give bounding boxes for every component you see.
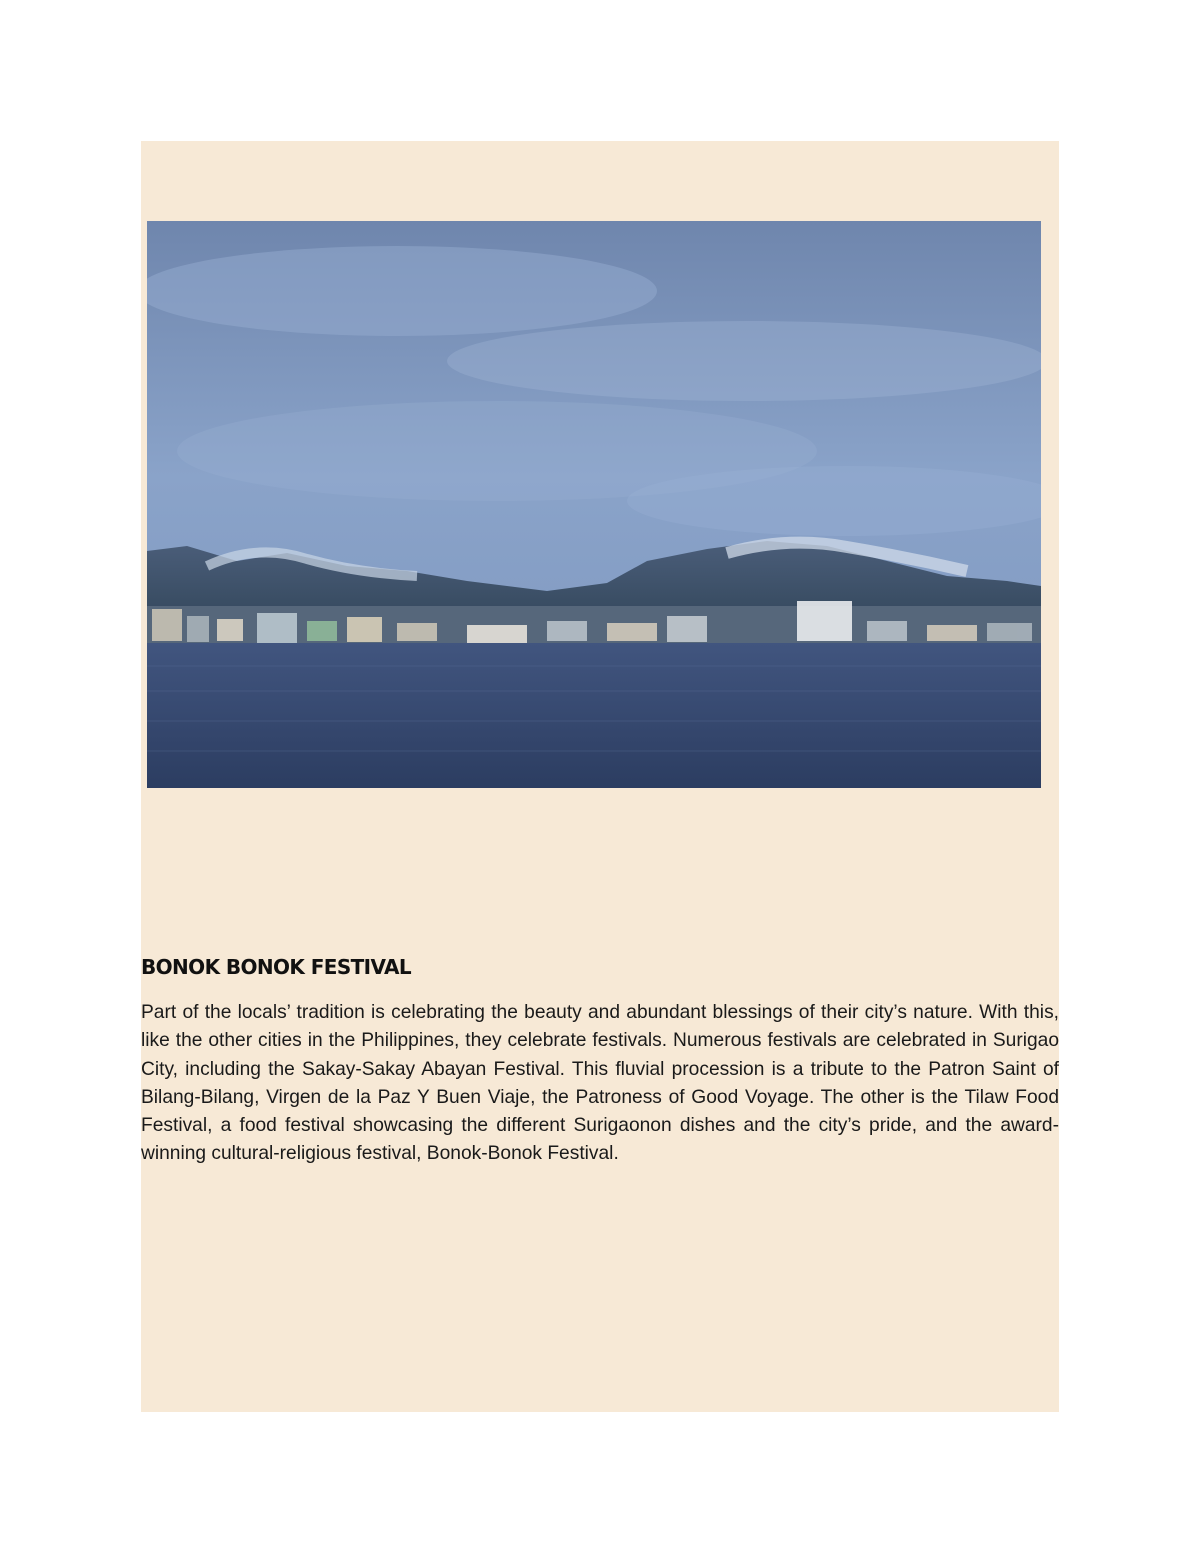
coastal-city-photo [147,221,1041,788]
section-heading: BONOK BONOK FESTIVAL [141,955,412,979]
section-paragraph: Part of the locals’ tradition is celebrating the beauty and abundant blessings of their city’s nature. With this, like the other cities in the Philippines, they celebrate festivals. Numerous festivals are celebrated in Surigao City, including the Sakay-Sakay Abayan Festival. This fluvial procession is a tribute to the Patron Saint of Bilang-Bilang, Virgen de la Paz Y Buen Viaje, the Patroness of Good Voyage. The other is the Tilaw Food Festival, a food festival showcasing the different Surigaonon dishes and the city’s pride, and the award-winning cultural-religious festival, Bonok-Bonok Festival. [141,1002,1059,1165]
